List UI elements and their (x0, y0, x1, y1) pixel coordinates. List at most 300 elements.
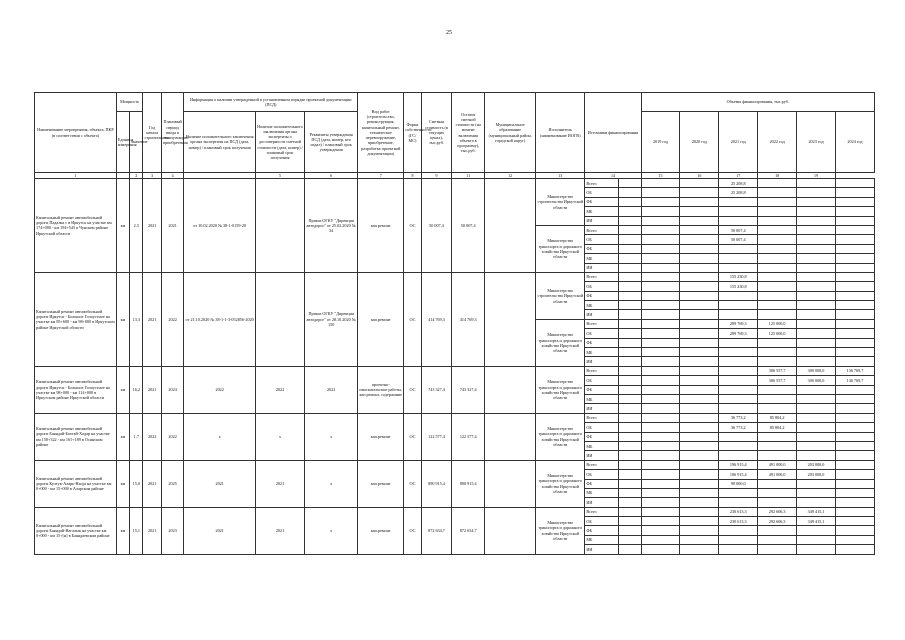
funding-value (835, 498, 874, 507)
table-row (35, 179, 875, 188)
header-year-end: Плановый период ввода в эксплуатацию/приобретения (161, 93, 184, 173)
funding-value: 203 000,0 (797, 470, 836, 479)
funding-value (719, 526, 758, 535)
funding-value (797, 357, 836, 366)
object-form: ОС (404, 507, 421, 554)
object-municipality (485, 507, 536, 554)
funding-value: 85 804,2 (758, 413, 797, 422)
funding-source-spacer (619, 357, 642, 366)
funding-value (641, 348, 680, 357)
funding-value (758, 188, 797, 197)
funding-value (680, 291, 719, 300)
funding-value (641, 357, 680, 366)
object-cost: 872 634,7 (421, 507, 452, 554)
funding-value (835, 385, 874, 394)
funding-value (835, 470, 874, 479)
funding-source-spacer (619, 451, 642, 460)
funding-value (719, 432, 758, 441)
funding-source-label: МБ (585, 535, 619, 544)
funding-value (835, 254, 874, 263)
header-reliability: Наличие положительного заключения органа экспертизы о достоверности сметной стоимости (дата, номер) / плановый срок получения (255, 112, 304, 173)
object-name: Капитальный ремонт автомобильной дороги Иркутск - Большое Голоустное на участке км 98+000 - км 114+000 в Иркутском районе Иркутской области (35, 366, 117, 413)
object-remaining: 872 634,7 (452, 507, 485, 554)
header-municipality: Муниципальное образование (муниципальный район, городской округ) (485, 93, 536, 173)
funding-source-spacer (619, 413, 642, 422)
funding-value (719, 357, 758, 366)
object-unit: км (116, 507, 129, 554)
header-executor: Исполнитель (наименование ИОГВ) (536, 93, 585, 173)
object-name: Капитальный ремонт автомобильной дороги Баяндай-Бахтай-Хадар на участке км 158+322 - км 161+189 в Осинском районе (35, 413, 117, 460)
column-number: 1 (35, 173, 117, 179)
funding-value (680, 394, 719, 403)
funding-value (680, 488, 719, 497)
funding-value (797, 394, 836, 403)
funding-source-spacer (619, 263, 642, 272)
object-work-type: кап.ремонт (358, 413, 404, 460)
funding-value (797, 244, 836, 253)
object-year-start: 2021 (143, 366, 161, 413)
funding-value (797, 310, 836, 319)
object-work-type: кап.ремонт (358, 272, 404, 366)
funding-value (797, 197, 836, 206)
object-year-end: 2022 (161, 272, 184, 366)
funding-value (641, 526, 680, 535)
funding-value (758, 216, 797, 225)
object-municipality (485, 460, 536, 507)
funding-source-spacer (619, 291, 642, 300)
funding-source-label: МБ (585, 488, 619, 497)
object-year-start: 2021 (143, 179, 161, 273)
funding-value: 125 000,0 (758, 329, 797, 338)
executor-name: Министерство транспорта и дорожного хозяйства Иркутской области (536, 319, 585, 366)
object-unit: км (116, 179, 129, 273)
funding-value: 155 230,8 (719, 272, 758, 281)
funding-source-spacer (619, 254, 642, 263)
column-number: 6 (305, 173, 358, 179)
funding-source-spacer (619, 301, 642, 310)
funding-value (641, 451, 680, 460)
funding-value (758, 441, 797, 450)
funding-value (797, 498, 836, 507)
funding-source-label: ФБ (585, 385, 619, 394)
funding-source-label: ИИ (585, 404, 619, 413)
funding-value (835, 357, 874, 366)
column-number: 15 (641, 173, 680, 179)
funding-value: 349 415,1 (797, 517, 836, 526)
funding-value (680, 282, 719, 291)
object-approval: Приказ ОГКУ "Дирекция автодорог" от 25.02.2020 № 34 (305, 179, 358, 273)
funding-value (758, 301, 797, 310)
header-year-2022: 2022 год (758, 112, 797, 173)
object-value: 2,5 (130, 179, 143, 273)
funding-source-label: ОБ (585, 423, 619, 432)
object-cost: 890 915,4 (421, 460, 452, 507)
funding-source-label: Всего (585, 272, 619, 281)
object-municipality (485, 179, 536, 273)
funding-value (641, 507, 680, 516)
funding-value (641, 432, 680, 441)
column-number: 19 (797, 173, 836, 179)
funding-source-spacer (619, 404, 642, 413)
funding-source-spacer (619, 329, 642, 338)
funding-value (758, 244, 797, 253)
funding-value (641, 460, 680, 469)
funding-value (680, 526, 719, 535)
funding-source-spacer (619, 535, 642, 544)
object-expertise: от 10.02.2020 № 38-1-0159-20 (184, 179, 256, 273)
funding-source-label: ОБ (585, 235, 619, 244)
funding-value (835, 460, 874, 469)
object-work-type: кап.ремонт (358, 507, 404, 554)
funding-value (797, 225, 836, 234)
executor-name: Министерство транспорта и дорожного хозяйства Иркутской области (536, 225, 585, 272)
funding-value: 90 000,0 (719, 479, 758, 488)
funding-value (797, 432, 836, 441)
funding-value: 289 769,3 (719, 319, 758, 328)
funding-source-label: Всего (585, 366, 619, 375)
funding-value (797, 338, 836, 347)
funding-value (835, 319, 874, 328)
funding-source-spacer (619, 507, 642, 516)
funding-value (758, 272, 797, 281)
funding-value (641, 423, 680, 432)
funding-value (835, 517, 874, 526)
object-municipality (485, 272, 536, 366)
table-body (35, 173, 875, 555)
funding-value (797, 254, 836, 263)
funding-value (758, 432, 797, 441)
funding-value: 106 915,4 (719, 470, 758, 479)
funding-source-label: ОБ (585, 376, 619, 385)
funding-value (797, 282, 836, 291)
funding-source-label: ФБ (585, 479, 619, 488)
funding-value: 203 000,0 (797, 460, 836, 469)
funding-source-spacer (619, 394, 642, 403)
funding-value (641, 441, 680, 450)
object-value: 13,3 (130, 272, 143, 366)
funding-value: 300 000,0 (797, 376, 836, 385)
funding-value (680, 357, 719, 366)
funding-value (758, 338, 797, 347)
investment-program-table (34, 92, 875, 555)
object-approval: Приказ ОГКУ "Дирекция автодорог" от 28.10.2020 № 150 (305, 272, 358, 366)
funding-source-label: Всего (585, 179, 619, 188)
funding-value (797, 207, 836, 216)
funding-value (641, 310, 680, 319)
executor-name: Министерство строительства Иркутской области (536, 179, 585, 226)
funding-value (835, 348, 874, 357)
funding-value: 292 606,3 (758, 507, 797, 516)
funding-value (797, 423, 836, 432)
column-number: 12 (485, 173, 536, 179)
funding-source-label: ФБ (585, 338, 619, 347)
funding-source-spacer (619, 498, 642, 507)
column-number: 5 (255, 173, 304, 179)
funding-source-label: ОБ (585, 517, 619, 526)
table-header (35, 93, 875, 173)
header-work-type: Вид работ (строительство, реконструкция, капитальный ремонт, техническое перевооружение, приобретение, разработка проектной документации) (358, 93, 404, 173)
funding-value (797, 404, 836, 413)
column-number: 16 (680, 173, 719, 179)
column-number: 9 (421, 173, 452, 179)
funding-value: 306 557,7 (758, 366, 797, 375)
funding-value (797, 488, 836, 497)
funding-source-spacer (619, 197, 642, 206)
object-value: 15,0 (130, 460, 143, 507)
funding-source-spacer (619, 526, 642, 535)
funding-value (680, 207, 719, 216)
header-approval: Реквизиты утверждения ПСД (дата, номер, кто издал) / плановый срок утверждения (305, 112, 358, 173)
funding-value (719, 338, 758, 347)
funding-value (680, 404, 719, 413)
object-reliability: х (255, 413, 304, 460)
object-cost: 122 577,4 (421, 413, 452, 460)
funding-value (758, 545, 797, 554)
funding-source-label: ИИ (585, 310, 619, 319)
funding-value (680, 545, 719, 554)
header-cost: Сметная стоимость (в текущих ценах), тыс.руб. (421, 93, 452, 173)
funding-source-spacer (619, 235, 642, 244)
header-expertise: Наличие положительного заключения органа экспертизы на ПСД (дата, номер) / плановый срок получения (184, 112, 256, 173)
object-form: ОС (404, 179, 421, 273)
funding-value (758, 385, 797, 394)
funding-source-spacer (619, 244, 642, 253)
funding-value (680, 451, 719, 460)
funding-source-spacer (619, 310, 642, 319)
table-row (35, 366, 875, 375)
funding-source-label: Всего (585, 507, 619, 516)
funding-value: 230 613,3 (719, 507, 758, 516)
funding-value (641, 225, 680, 234)
funding-source-spacer (619, 282, 642, 291)
funding-value: 491 000,0 (758, 460, 797, 469)
funding-source-label: Всего (585, 460, 619, 469)
funding-value (641, 545, 680, 554)
funding-value (680, 507, 719, 516)
funding-value (680, 179, 719, 188)
funding-value (835, 291, 874, 300)
funding-value (797, 545, 836, 554)
funding-value (719, 263, 758, 272)
header-value: Значение (130, 112, 143, 173)
funding-value (680, 413, 719, 422)
object-name: Капитальный ремонт автомобильной дороги Култук-Аларь-Нагда на участке км 0+000 - км 15+000 в Аларском районе (35, 460, 117, 507)
funding-source-label: ОБ (585, 329, 619, 338)
object-year-end: 2024 (161, 366, 184, 413)
object-form: ОС (404, 366, 421, 413)
funding-value (758, 310, 797, 319)
object-unit: км (116, 460, 129, 507)
funding-value (758, 394, 797, 403)
table-row (35, 507, 875, 516)
column-number: 18 (758, 173, 797, 179)
object-reliability: 2021 (255, 507, 304, 554)
object-remaining: 122 577,4 (452, 413, 485, 460)
funding-value (641, 535, 680, 544)
funding-value (680, 423, 719, 432)
object-year-end: 2025 (161, 460, 184, 507)
funding-value (797, 319, 836, 328)
funding-value (719, 498, 758, 507)
funding-value (719, 244, 758, 253)
funding-source-label: МБ (585, 254, 619, 263)
funding-value (758, 207, 797, 216)
funding-value (797, 272, 836, 281)
object-expertise: х (184, 413, 256, 460)
funding-value (641, 282, 680, 291)
funding-source-spacer (619, 216, 642, 225)
header-year-2020: 2020 год (680, 112, 719, 173)
funding-value (835, 479, 874, 488)
funding-value: 36 773,2 (719, 423, 758, 432)
object-unit: км (116, 366, 129, 413)
funding-value (797, 263, 836, 272)
column-number: 13 (536, 173, 585, 179)
column-number: 2 (130, 173, 143, 179)
funding-value: 155 230,8 (719, 282, 758, 291)
funding-value (680, 517, 719, 526)
funding-value: 292 606,3 (758, 517, 797, 526)
funding-value (835, 338, 874, 347)
funding-value (680, 385, 719, 394)
funding-source-label: МБ (585, 441, 619, 450)
funding-source-spacer (619, 488, 642, 497)
funding-value (835, 488, 874, 497)
funding-value (641, 254, 680, 263)
object-year-start: 2021 (143, 460, 161, 507)
column-number: 11 (452, 173, 485, 179)
object-name: Капитальный ремонт автомобильной дороги Баяндай-Нагалык на участке км 0+000 - км 15+[н] в Баяндаевском районе (35, 507, 117, 554)
funding-value (641, 207, 680, 216)
header-year-2019: 2019 год (641, 112, 680, 173)
object-cost: 50 007,4 (421, 179, 452, 273)
funding-value (680, 254, 719, 263)
column-number: 17 (719, 173, 758, 179)
header-remaining: Остаток сметной стоимости (на момент включения объекта в программу), тыс.руб. (452, 93, 485, 173)
funding-value: 196 915,4 (719, 460, 758, 469)
funding-value: 306 557,7 (758, 376, 797, 385)
funding-source-label: ИИ (585, 498, 619, 507)
funding-value (680, 319, 719, 328)
object-cost: 743 327,4 (421, 366, 452, 413)
object-remaining: 743 327,4 (452, 366, 485, 413)
object-form: ОС (404, 413, 421, 460)
funding-source-label: Всего (585, 413, 619, 422)
funding-source-spacer (619, 188, 642, 197)
funding-value (758, 404, 797, 413)
funding-source-spacer (619, 470, 642, 479)
funding-source-spacer (619, 385, 642, 394)
funding-value (758, 498, 797, 507)
funding-value (680, 376, 719, 385)
funding-value (719, 441, 758, 450)
funding-value (680, 366, 719, 375)
object-year-end: 2021 (161, 179, 184, 273)
object-expertise: от 21.10.2020 № 38-1-1-3-052856-2020 (184, 272, 256, 366)
funding-value (719, 310, 758, 319)
funding-value (835, 441, 874, 450)
funding-value (641, 244, 680, 253)
funding-value (719, 348, 758, 357)
funding-source-label: ИИ (585, 545, 619, 554)
funding-value: 349 415,1 (797, 507, 836, 516)
funding-value: 300 000,0 (797, 366, 836, 375)
funding-value (641, 216, 680, 225)
column-number: 14 (585, 173, 641, 179)
funding-value (641, 394, 680, 403)
funding-value (835, 310, 874, 319)
funding-value (835, 225, 874, 234)
funding-value (835, 423, 874, 432)
funding-value: 25 208,8 (719, 179, 758, 188)
object-cost: 414 769,3 (421, 272, 452, 366)
funding-value (835, 413, 874, 422)
funding-value (758, 451, 797, 460)
page-number: 25 (446, 30, 452, 36)
object-year-start: 2022 (143, 413, 161, 460)
funding-value (758, 235, 797, 244)
funding-value (797, 216, 836, 225)
funding-value (835, 329, 874, 338)
funding-value (680, 216, 719, 225)
funding-value (641, 263, 680, 272)
funding-source-label: ОБ (585, 188, 619, 197)
funding-value (835, 451, 874, 460)
funding-value (641, 517, 680, 526)
funding-source-spacer (619, 460, 642, 469)
header-year-2023: 2023 год (797, 112, 836, 173)
funding-value (797, 235, 836, 244)
object-expertise: 2021 (184, 460, 256, 507)
funding-value (680, 225, 719, 234)
funding-value (641, 488, 680, 497)
funding-value (797, 479, 836, 488)
header-unit: Единица измерения (116, 112, 129, 173)
funding-value (641, 479, 680, 488)
funding-source-label: ИИ (585, 451, 619, 460)
funding-value (835, 545, 874, 554)
object-reliability (255, 179, 304, 273)
funding-value (758, 282, 797, 291)
object-reliability: 2021 (255, 460, 304, 507)
header-year-2024: 2024 год (835, 112, 874, 173)
funding-value (758, 225, 797, 234)
funding-value (641, 470, 680, 479)
funding-source-label: ИИ (585, 263, 619, 272)
funding-value (719, 488, 758, 497)
object-unit: км (116, 413, 129, 460)
funding-value: 491 000,0 (758, 470, 797, 479)
funding-source-spacer (619, 348, 642, 357)
funding-value (641, 498, 680, 507)
funding-source-label: Всего (585, 225, 619, 234)
object-expertise: 2021 (184, 507, 256, 554)
object-expertise: 2022 (184, 366, 256, 413)
funding-source-spacer (619, 366, 642, 375)
object-work-type: кап.ремонт (358, 179, 404, 273)
funding-value (719, 366, 758, 375)
funding-value (758, 357, 797, 366)
funding-value (797, 348, 836, 357)
funding-value (680, 470, 719, 479)
funding-source-label: Всего (585, 319, 619, 328)
funding-value (641, 197, 680, 206)
funding-source-spacer (619, 376, 642, 385)
funding-value (641, 338, 680, 347)
funding-value (719, 216, 758, 225)
funding-value (719, 545, 758, 554)
funding-value (680, 272, 719, 281)
